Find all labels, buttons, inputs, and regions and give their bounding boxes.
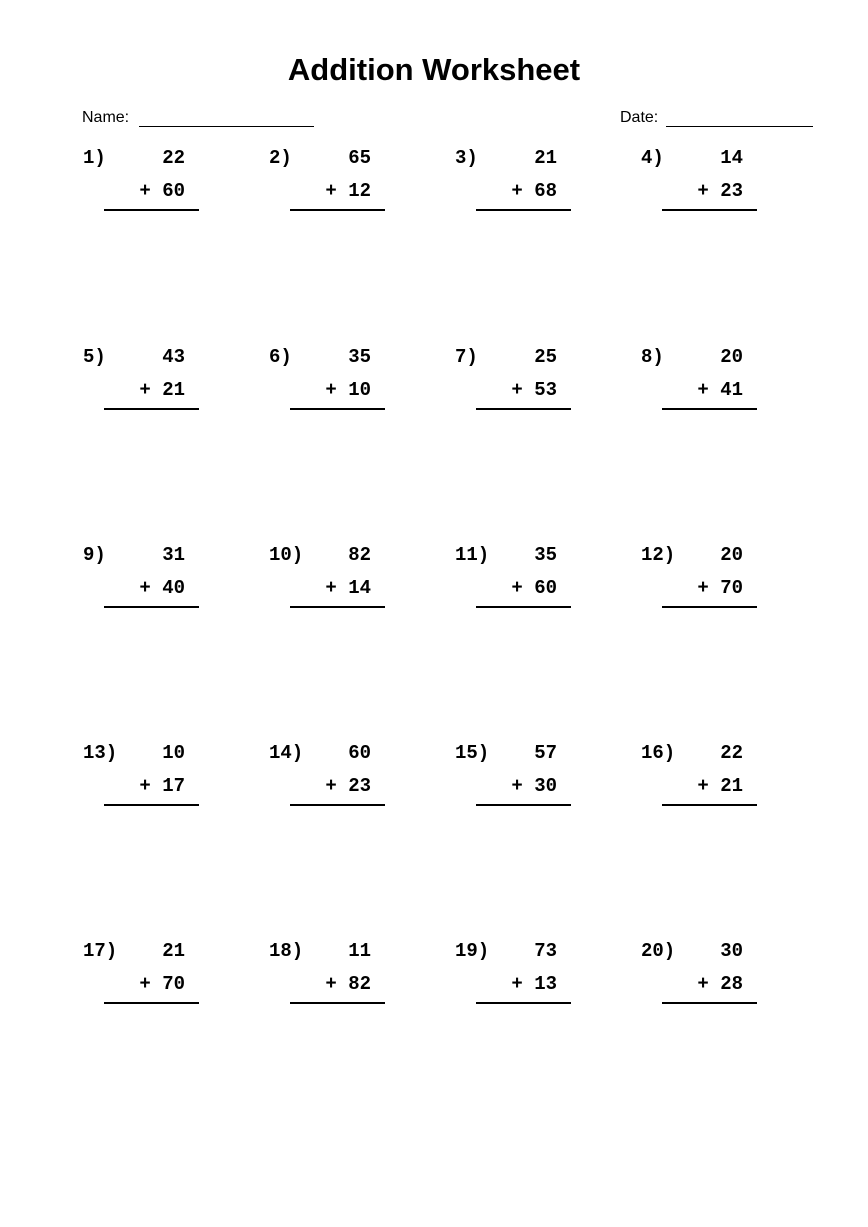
problem-10	[269, 544, 399, 614]
problem-19	[455, 940, 585, 1010]
problem-bottom-operand: 70	[720, 577, 743, 599]
answer-line	[104, 1002, 199, 1004]
problem-bottom-operand: 82	[348, 973, 371, 995]
problem-top-operand: 82	[348, 544, 371, 566]
problem-number: 18)	[269, 940, 304, 962]
problem-bottom-operand: 13	[534, 973, 557, 995]
problem-14	[269, 742, 399, 812]
problem-number: 2)	[269, 147, 292, 169]
problem-13	[83, 742, 213, 812]
answer-line	[290, 209, 385, 211]
problem-bottom-row	[697, 379, 743, 401]
answer-line	[104, 606, 199, 608]
problem-bottom-operand: 14	[348, 577, 371, 599]
problem-bottom-row	[511, 973, 557, 995]
worksheet-title: Addition Worksheet	[287, 52, 581, 87]
problem-bottom-row	[697, 577, 743, 599]
problem-2	[269, 147, 399, 217]
problem-9	[83, 544, 213, 614]
plus-operator: +	[139, 973, 151, 995]
problem-top-operand: 25	[534, 346, 557, 368]
problem-number: 14)	[269, 742, 304, 764]
date-field-line[interactable]	[666, 126, 813, 127]
answer-line	[662, 1002, 757, 1004]
problem-bottom-row	[511, 379, 557, 401]
problem-number: 7)	[455, 346, 478, 368]
problem-bottom-operand: 17	[162, 775, 185, 797]
date-label: Date:	[620, 109, 659, 126]
problem-number: 6)	[269, 346, 292, 368]
problem-number: 5)	[83, 346, 106, 368]
problem-bottom-row	[325, 775, 371, 797]
problem-bottom-row	[139, 180, 185, 202]
problem-bottom-row	[697, 775, 743, 797]
problem-number: 1)	[83, 147, 106, 169]
problem-bottom-row	[325, 577, 371, 599]
problem-top-operand: 73	[534, 940, 557, 962]
answer-line	[104, 408, 199, 410]
answer-line	[476, 606, 571, 608]
problem-number: 20)	[641, 940, 676, 962]
problem-number: 17)	[83, 940, 118, 962]
plus-operator: +	[697, 577, 709, 599]
problem-bottom-operand: 60	[534, 577, 557, 599]
answer-line	[662, 606, 757, 608]
plus-operator: +	[325, 973, 337, 995]
answer-line	[290, 1002, 385, 1004]
plus-operator: +	[511, 379, 523, 401]
answer-line	[476, 408, 571, 410]
plus-operator: +	[325, 775, 337, 797]
problem-top-operand: 21	[162, 940, 185, 962]
plus-operator: +	[325, 379, 337, 401]
problem-bottom-row	[697, 973, 743, 995]
problem-12	[641, 544, 771, 614]
name-label: Name:	[82, 109, 130, 126]
plus-operator: +	[511, 577, 523, 599]
problem-top-operand: 57	[534, 742, 557, 764]
problem-bottom-row	[139, 973, 185, 995]
problem-bottom-row	[511, 775, 557, 797]
problem-top-operand: 22	[720, 742, 743, 764]
problem-5	[83, 346, 213, 416]
problem-bottom-row	[697, 180, 743, 202]
problem-bottom-operand: 21	[162, 379, 185, 401]
problem-bottom-row	[325, 973, 371, 995]
problem-top-operand: 21	[534, 147, 557, 169]
plus-operator: +	[139, 379, 151, 401]
problem-top-operand: 20	[720, 544, 743, 566]
problem-15	[455, 742, 585, 812]
problem-top-operand: 65	[348, 147, 371, 169]
problem-bottom-operand: 53	[534, 379, 557, 401]
problem-bottom-operand: 21	[720, 775, 743, 797]
plus-operator: +	[511, 180, 523, 202]
answer-line	[662, 804, 757, 806]
answer-line	[476, 1002, 571, 1004]
problem-top-operand: 30	[720, 940, 743, 962]
problem-3	[455, 147, 585, 217]
problem-number: 12)	[641, 544, 676, 566]
problem-number: 19)	[455, 940, 490, 962]
problem-number: 3)	[455, 147, 478, 169]
problem-number: 10)	[269, 544, 304, 566]
problem-bottom-operand: 70	[162, 973, 185, 995]
problem-number: 16)	[641, 742, 676, 764]
problem-20	[641, 940, 771, 1010]
problem-number: 13)	[83, 742, 118, 764]
problem-16	[641, 742, 771, 812]
problem-bottom-operand: 10	[348, 379, 371, 401]
problem-bottom-operand: 60	[162, 180, 185, 202]
problem-top-operand: 14	[720, 147, 743, 169]
problem-top-operand: 31	[162, 544, 185, 566]
problem-bottom-operand: 12	[348, 180, 371, 202]
problem-bottom-row	[511, 180, 557, 202]
problem-top-operand: 35	[348, 346, 371, 368]
problem-6	[269, 346, 399, 416]
plus-operator: +	[139, 180, 151, 202]
problem-bottom-row	[325, 379, 371, 401]
problem-bottom-row	[325, 180, 371, 202]
problem-bottom-operand: 23	[348, 775, 371, 797]
answer-line	[104, 804, 199, 806]
problem-bottom-operand: 41	[720, 379, 743, 401]
problem-7	[455, 346, 585, 416]
problem-top-operand: 10	[162, 742, 185, 764]
problem-bottom-operand: 23	[720, 180, 743, 202]
problem-top-operand: 60	[348, 742, 371, 764]
problem-top-operand: 43	[162, 346, 185, 368]
problem-top-operand: 20	[720, 346, 743, 368]
problem-17	[83, 940, 213, 1010]
problem-top-operand: 35	[534, 544, 557, 566]
problem-bottom-operand: 68	[534, 180, 557, 202]
problem-8	[641, 346, 771, 416]
problem-number: 15)	[455, 742, 490, 764]
problem-top-operand: 11	[348, 940, 371, 962]
plus-operator: +	[511, 775, 523, 797]
problem-11	[455, 544, 585, 614]
problem-number: 11)	[455, 544, 490, 566]
plus-operator: +	[697, 180, 709, 202]
answer-line	[290, 606, 385, 608]
plus-operator: +	[139, 775, 151, 797]
problem-bottom-row	[139, 775, 185, 797]
answer-line	[104, 209, 199, 211]
plus-operator: +	[325, 577, 337, 599]
problem-bottom-row	[139, 577, 185, 599]
problem-bottom-row	[139, 379, 185, 401]
plus-operator: +	[697, 379, 709, 401]
problem-bottom-operand: 28	[720, 973, 743, 995]
answer-line	[476, 804, 571, 806]
problem-1	[83, 147, 213, 217]
plus-operator: +	[511, 973, 523, 995]
problem-4	[641, 147, 771, 217]
plus-operator: +	[697, 973, 709, 995]
plus-operator: +	[697, 775, 709, 797]
problem-18	[269, 940, 399, 1010]
problem-top-operand: 22	[162, 147, 185, 169]
problem-bottom-operand: 30	[534, 775, 557, 797]
problem-number: 4)	[641, 147, 664, 169]
answer-line	[290, 804, 385, 806]
plus-operator: +	[325, 180, 337, 202]
problem-bottom-operand: 40	[162, 577, 185, 599]
problem-number: 9)	[83, 544, 106, 566]
problem-bottom-row	[511, 577, 557, 599]
plus-operator: +	[139, 577, 151, 599]
answer-line	[476, 209, 571, 211]
answer-line	[290, 408, 385, 410]
problem-number: 8)	[641, 346, 664, 368]
name-field-line[interactable]	[139, 126, 314, 127]
answer-line	[662, 209, 757, 211]
answer-line	[662, 408, 757, 410]
